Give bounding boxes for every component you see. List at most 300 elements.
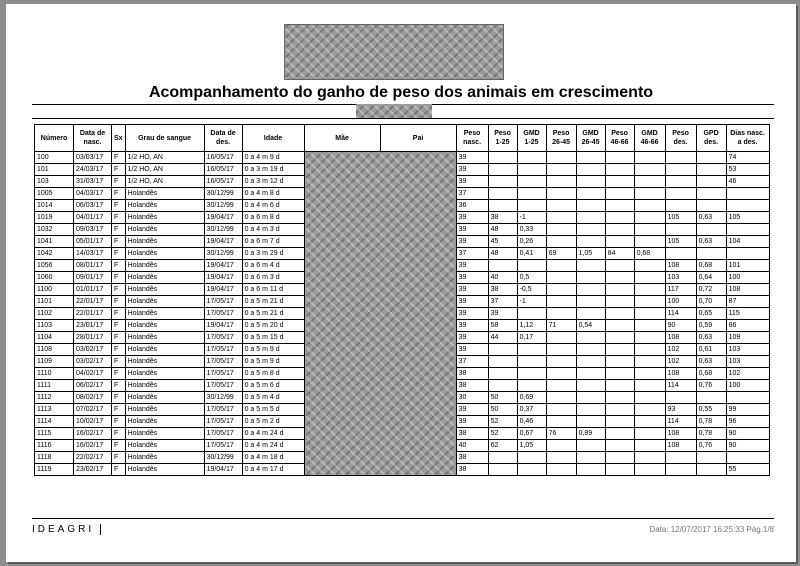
cell-numero: 1056 <box>35 260 74 272</box>
cell-grau: Holandês <box>125 356 204 368</box>
col-header-mae: Mãe <box>304 125 380 152</box>
cell-grau: Holandês <box>125 332 204 344</box>
cell-idade: 0 a 4 m 18 d <box>242 452 304 464</box>
cell-idade: 0 a 3 m 19 d <box>242 164 304 176</box>
cell-numero: 1110 <box>35 368 74 380</box>
cell-idade: 0 a 6 m 4 d <box>242 260 304 272</box>
cell-peso-26-45 <box>546 212 576 224</box>
cell-peso-nasc: 39 <box>456 308 488 320</box>
cell-data-nasc: 14/03/17 <box>74 248 112 260</box>
cell-gmd-1-25 <box>517 164 546 176</box>
cell-idade: 0 a 4 m 17 d <box>242 464 304 476</box>
cell-gmd-1-25: -0,5 <box>517 284 546 296</box>
cell-peso-26-45 <box>546 464 576 476</box>
cell-dias-nasc-des: 108 <box>726 284 769 296</box>
cell-numero: 1042 <box>35 248 74 260</box>
cell-data-des: 17/05/17 <box>204 416 242 428</box>
cell-sx: F <box>112 332 126 344</box>
cell-peso-1-25 <box>488 260 517 272</box>
cell-peso-46-66 <box>605 344 634 356</box>
cell-peso-des <box>665 392 696 404</box>
cell-data-nasc: 09/03/17 <box>74 224 112 236</box>
redacted-subtitle-block <box>356 104 432 118</box>
cell-gmd-46-66 <box>634 416 665 428</box>
cell-grau: Holandês <box>125 308 204 320</box>
cell-idade: 0 a 5 m 5 d <box>242 404 304 416</box>
cell-gmd-1-25 <box>517 344 546 356</box>
cell-peso-des: 108 <box>665 440 696 452</box>
cell-idade: 0 a 6 m 7 d <box>242 236 304 248</box>
cell-data-des: 19/04/17 <box>204 272 242 284</box>
cell-gmd-46-66 <box>634 308 665 320</box>
table-body <box>35 152 770 476</box>
cell-sx: F <box>112 176 126 188</box>
cell-gmd-26-45 <box>576 260 605 272</box>
cell-grau: Holandês <box>125 404 204 416</box>
cell-gmd-46-66 <box>634 272 665 284</box>
cell-gpd-des <box>696 248 726 260</box>
cell-dias-nasc-des: 90 <box>726 440 769 452</box>
cell-data-des: 19/04/17 <box>204 464 242 476</box>
cell-sx: F <box>112 368 126 380</box>
cell-peso-46-66 <box>605 392 634 404</box>
cell-sx: F <box>112 440 126 452</box>
cell-peso-des <box>665 176 696 188</box>
cell-peso-nasc: 38 <box>456 464 488 476</box>
cell-peso-46-66 <box>605 236 634 248</box>
cell-sx: F <box>112 236 126 248</box>
cell-data-nasc: 16/02/17 <box>74 428 112 440</box>
cell-numero: 1019 <box>35 212 74 224</box>
col-header-idade: Idade <box>242 125 304 152</box>
cell-peso-1-25 <box>488 176 517 188</box>
cell-idade: 0 a 4 m 8 d <box>242 188 304 200</box>
cell-peso-1-25: 50 <box>488 404 517 416</box>
cell-data-nasc: 28/01/17 <box>74 332 112 344</box>
cell-peso-nasc: 39 <box>456 284 488 296</box>
cell-dias-nasc-des: 99 <box>726 404 769 416</box>
footer-divider <box>32 518 774 519</box>
cell-dias-nasc-des: 55 <box>726 464 769 476</box>
cell-gmd-1-25: 0,33 <box>517 224 546 236</box>
cell-gmd-46-66 <box>634 164 665 176</box>
cell-dias-nasc-des <box>726 392 769 404</box>
cell-data-nasc: 01/01/17 <box>74 284 112 296</box>
cell-grau: Holandês <box>125 284 204 296</box>
cell-dias-nasc-des: 105 <box>726 212 769 224</box>
cell-gmd-46-66 <box>634 200 665 212</box>
cell-gmd-46-66 <box>634 368 665 380</box>
cell-grau: Holandês <box>125 416 204 428</box>
cell-dias-nasc-des: 109 <box>726 332 769 344</box>
cell-numero: 1060 <box>35 272 74 284</box>
cell-gmd-26-45 <box>576 392 605 404</box>
cell-peso-des <box>665 248 696 260</box>
cell-peso-nasc: 39 <box>456 260 488 272</box>
cell-gmd-46-66 <box>634 452 665 464</box>
cell-numero: 1109 <box>35 356 74 368</box>
cell-peso-26-45 <box>546 440 576 452</box>
cell-peso-1-25 <box>488 356 517 368</box>
cell-gmd-1-25: 0,37 <box>517 404 546 416</box>
cell-data-des: 19/04/17 <box>204 212 242 224</box>
cell-data-des: 30/12/99 <box>204 188 242 200</box>
cell-grau: Holandês <box>125 344 204 356</box>
cell-data-des: 30/12/99 <box>204 452 242 464</box>
cell-numero: 1111 <box>35 380 74 392</box>
cell-data-nasc: 22/02/17 <box>74 452 112 464</box>
cell-peso-46-66 <box>605 152 634 164</box>
cell-sx: F <box>112 404 126 416</box>
cell-peso-1-25: 40 <box>488 272 517 284</box>
cell-gmd-46-66 <box>634 296 665 308</box>
cell-dias-nasc-des: 87 <box>726 296 769 308</box>
cell-peso-1-25: 52 <box>488 416 517 428</box>
cell-gmd-1-25: 0,46 <box>517 416 546 428</box>
cell-grau: Holandês <box>125 380 204 392</box>
cell-peso-26-45 <box>546 200 576 212</box>
cell-data-nasc: 10/02/17 <box>74 416 112 428</box>
cell-sx: F <box>112 152 126 164</box>
cell-peso-26-45 <box>546 296 576 308</box>
cell-data-nasc: 04/02/17 <box>74 368 112 380</box>
cell-peso-46-66 <box>605 260 634 272</box>
cell-sx: F <box>112 260 126 272</box>
cell-sx: F <box>112 356 126 368</box>
cell-gmd-46-66 <box>634 236 665 248</box>
cell-sx: F <box>112 248 126 260</box>
cell-dias-nasc-des: 86 <box>726 320 769 332</box>
cell-peso-26-45 <box>546 284 576 296</box>
cell-data-nasc: 07/02/17 <box>74 404 112 416</box>
cell-sx: F <box>112 392 126 404</box>
cell-grau: Holandês <box>125 320 204 332</box>
cell-sx: F <box>112 416 126 428</box>
cell-gmd-1-25: -1 <box>517 296 546 308</box>
cell-data-nasc: 16/02/17 <box>74 440 112 452</box>
cell-data-des: 17/05/17 <box>204 428 242 440</box>
cell-gpd-des <box>696 200 726 212</box>
cell-sx: F <box>112 452 126 464</box>
cell-idade: 0 a 5 m 4 d <box>242 392 304 404</box>
cell-numero: 1100 <box>35 284 74 296</box>
cell-idade: 0 a 5 m 15 d <box>242 332 304 344</box>
cell-peso-des <box>665 224 696 236</box>
cell-data-nasc: 03/02/17 <box>74 344 112 356</box>
cell-sx: F <box>112 308 126 320</box>
cell-gmd-46-66 <box>634 188 665 200</box>
cell-peso-1-25: 58 <box>488 320 517 332</box>
cell-peso-1-25 <box>488 164 517 176</box>
cell-peso-nasc: 39 <box>456 152 488 164</box>
cell-gpd-des: 0,78 <box>696 428 726 440</box>
cell-peso-26-45 <box>546 152 576 164</box>
cell-peso-des <box>665 452 696 464</box>
cell-gpd-des: 0,63 <box>696 236 726 248</box>
cell-peso-nasc: 39 <box>456 212 488 224</box>
cell-peso-nasc: 30 <box>456 392 488 404</box>
cell-grau: Holandês <box>125 260 204 272</box>
cell-peso-des: 114 <box>665 308 696 320</box>
cell-peso-des: 108 <box>665 368 696 380</box>
cell-gmd-26-45 <box>576 176 605 188</box>
cell-grau: Holandês <box>125 440 204 452</box>
cell-gmd-26-45 <box>576 284 605 296</box>
cell-peso-26-45 <box>546 392 576 404</box>
cell-data-des: 17/05/17 <box>204 296 242 308</box>
cell-peso-46-66 <box>605 272 634 284</box>
cell-data-des: 17/05/17 <box>204 440 242 452</box>
cell-peso-26-45 <box>546 236 576 248</box>
cell-data-nasc: 03/03/17 <box>74 152 112 164</box>
cell-peso-1-25 <box>488 188 517 200</box>
cell-peso-46-66 <box>605 188 634 200</box>
cell-numero: 1118 <box>35 452 74 464</box>
cell-grau: 1/2 HO, AN <box>125 152 204 164</box>
cell-data-nasc: 24/03/17 <box>74 164 112 176</box>
cell-gmd-26-45 <box>576 332 605 344</box>
cell-gmd-46-66 <box>634 152 665 164</box>
cell-dias-nasc-des: 115 <box>726 308 769 320</box>
cell-gmd-46-66 <box>634 320 665 332</box>
col-header-sx: Sx <box>112 125 126 152</box>
cell-gmd-26-45 <box>576 344 605 356</box>
cell-gmd-26-45: 0,54 <box>576 320 605 332</box>
cell-peso-46-66 <box>605 464 634 476</box>
cell-peso-1-25: 39 <box>488 308 517 320</box>
cell-peso-46-66 <box>605 296 634 308</box>
cell-gmd-46-66 <box>634 260 665 272</box>
cell-peso-nasc: 39 <box>456 332 488 344</box>
cell-peso-46-66 <box>605 356 634 368</box>
cell-gpd-des: 0,72 <box>696 284 726 296</box>
cell-gmd-26-45 <box>576 356 605 368</box>
cell-grau: Holandês <box>125 368 204 380</box>
col-header-data-des: Data de des. <box>204 125 242 152</box>
cell-numero: 1114 <box>35 416 74 428</box>
cell-sx: F <box>112 200 126 212</box>
cell-peso-26-45 <box>546 176 576 188</box>
cell-data-nasc: 06/03/17 <box>74 200 112 212</box>
cell-grau: Holandês <box>125 224 204 236</box>
cell-peso-26-45 <box>546 164 576 176</box>
cell-peso-des <box>665 200 696 212</box>
title-divider-bottom <box>32 118 774 119</box>
cell-peso-1-25 <box>488 464 517 476</box>
col-header-peso-1-25: Peso 1-25 <box>488 125 517 152</box>
cell-gmd-46-66 <box>634 392 665 404</box>
col-header-gpd-des: GPD des. <box>696 125 726 152</box>
cell-peso-nasc: 39 <box>456 236 488 248</box>
cell-gmd-46-66 <box>634 284 665 296</box>
cell-idade: 0 a 6 m 8 d <box>242 212 304 224</box>
cell-numero: 1116 <box>35 440 74 452</box>
cell-gmd-26-45 <box>576 272 605 284</box>
cell-peso-1-25: 38 <box>488 212 517 224</box>
col-header-data-nasc: Data de nasc. <box>74 125 112 152</box>
cell-dias-nasc-des: 74 <box>726 152 769 164</box>
cell-peso-26-45 <box>546 416 576 428</box>
cell-idade: 0 a 3 m 29 d <box>242 248 304 260</box>
cell-dias-nasc-des: 96 <box>726 416 769 428</box>
cell-data-des: 30/12/99 <box>204 200 242 212</box>
cell-gmd-46-66 <box>634 344 665 356</box>
cell-gmd-1-25: 1,05 <box>517 440 546 452</box>
cell-peso-46-66 <box>605 224 634 236</box>
cell-peso-nasc: 39 <box>456 416 488 428</box>
cell-gmd-46-66 <box>634 464 665 476</box>
cell-gpd-des: 0,63 <box>696 332 726 344</box>
cell-gmd-46-66 <box>634 440 665 452</box>
cell-dias-nasc-des: 53 <box>726 164 769 176</box>
cell-dias-nasc-des: 90 <box>726 428 769 440</box>
cell-peso-26-45: 71 <box>546 320 576 332</box>
cell-gmd-1-25 <box>517 176 546 188</box>
cell-peso-26-45 <box>546 260 576 272</box>
cell-peso-nasc: 38 <box>456 428 488 440</box>
cell-peso-26-45: 69 <box>546 248 576 260</box>
cell-peso-1-25: 44 <box>488 332 517 344</box>
cell-data-nasc: 04/03/17 <box>74 188 112 200</box>
cell-gpd-des: 0,63 <box>696 212 726 224</box>
cell-dias-nasc-des <box>726 248 769 260</box>
cell-data-des: 17/05/17 <box>204 332 242 344</box>
redacted-parents-block <box>304 152 456 476</box>
cell-gmd-46-66 <box>634 380 665 392</box>
cell-peso-46-66 <box>605 380 634 392</box>
report-timestamp: Data: 12/07/2017 16:25:33 Pág.1/8 <box>649 525 774 534</box>
cell-idade: 0 a 4 m 3 d <box>242 224 304 236</box>
cell-gmd-1-25 <box>517 200 546 212</box>
cell-peso-26-45 <box>546 380 576 392</box>
cell-data-des: 16/05/17 <box>204 152 242 164</box>
cell-peso-des <box>665 464 696 476</box>
cell-sx: F <box>112 320 126 332</box>
cell-gmd-46-66: 0,68 <box>634 248 665 260</box>
cell-peso-des: 102 <box>665 344 696 356</box>
col-header-numero: Número <box>35 125 74 152</box>
cell-peso-nasc: 39 <box>456 344 488 356</box>
cell-peso-46-66 <box>605 212 634 224</box>
cell-peso-26-45 <box>546 404 576 416</box>
cell-numero: 1104 <box>35 332 74 344</box>
cell-gpd-des <box>696 164 726 176</box>
cell-peso-nasc: 39 <box>456 320 488 332</box>
col-header-peso-26-45: Peso 26-45 <box>546 125 576 152</box>
cell-peso-des <box>665 152 696 164</box>
cell-gmd-46-66 <box>634 224 665 236</box>
col-header-gmd-1-25: GMD 1-25 <box>517 125 546 152</box>
cell-numero: 1112 <box>35 392 74 404</box>
cell-peso-des: 105 <box>665 236 696 248</box>
cell-peso-26-45 <box>546 272 576 284</box>
cell-gpd-des: 0,68 <box>696 368 726 380</box>
cell-gmd-1-25: 0,67 <box>517 428 546 440</box>
cell-sx: F <box>112 428 126 440</box>
cell-data-des: 30/12/99 <box>204 248 242 260</box>
cell-sx: F <box>112 272 126 284</box>
cell-gmd-1-25 <box>517 368 546 380</box>
cell-idade: 0 a 5 m 20 d <box>242 320 304 332</box>
cell-gpd-des: 0,64 <box>696 272 726 284</box>
cell-data-nasc: 22/01/17 <box>74 296 112 308</box>
cell-gpd-des: 0,78 <box>696 416 726 428</box>
cell-gmd-26-45 <box>576 224 605 236</box>
cell-peso-nasc: 39 <box>456 164 488 176</box>
cell-gpd-des: 0,65 <box>696 308 726 320</box>
cell-gpd-des <box>696 392 726 404</box>
cell-dias-nasc-des <box>726 224 769 236</box>
cell-data-des: 17/05/17 <box>204 368 242 380</box>
cell-peso-1-25: 38 <box>488 284 517 296</box>
cell-gmd-26-45 <box>576 452 605 464</box>
col-header-dias-nasc-des: Dias nasc. a des. <box>726 125 769 152</box>
cell-gpd-des: 0,68 <box>696 260 726 272</box>
cell-data-des: 30/12/99 <box>204 392 242 404</box>
cell-sx: F <box>112 296 126 308</box>
cell-gpd-des <box>696 176 726 188</box>
col-header-pai: Pai <box>380 125 456 152</box>
cell-gmd-26-45 <box>576 200 605 212</box>
cell-data-des: 30/12/99 <box>204 224 242 236</box>
col-header-peso-des: Peso des. <box>665 125 696 152</box>
report-logo-image <box>284 24 504 80</box>
cell-gmd-1-25 <box>517 152 546 164</box>
cell-peso-26-45 <box>546 308 576 320</box>
cell-gmd-46-66 <box>634 356 665 368</box>
cell-peso-nasc: 39 <box>456 272 488 284</box>
cell-gmd-26-45 <box>576 380 605 392</box>
report-title: Acompanhamento do ganho de peso dos animais em crescimento <box>148 84 654 101</box>
cell-peso-des: 102 <box>665 356 696 368</box>
cell-sx: F <box>112 344 126 356</box>
cell-peso-1-25: 48 <box>488 224 517 236</box>
cell-gpd-des <box>696 464 726 476</box>
cell-sx: F <box>112 212 126 224</box>
cell-data-des: 17/05/17 <box>204 356 242 368</box>
cell-idade: 0 a 5 m 8 d <box>242 368 304 380</box>
cell-peso-46-66: 84 <box>605 248 634 260</box>
cell-peso-26-45 <box>546 332 576 344</box>
col-header-grau: Grau de sangue <box>125 125 204 152</box>
cell-gpd-des: 0,76 <box>696 380 726 392</box>
cell-grau: Holandês <box>125 392 204 404</box>
cell-grau: Holandês <box>125 200 204 212</box>
cell-peso-nasc: 37 <box>456 188 488 200</box>
cell-data-nasc: 31/03/17 <box>74 176 112 188</box>
cell-gmd-26-45 <box>576 188 605 200</box>
cell-gpd-des: 0,61 <box>696 344 726 356</box>
cell-numero: 1103 <box>35 320 74 332</box>
cell-peso-nasc: 38 <box>456 452 488 464</box>
cell-peso-46-66 <box>605 440 634 452</box>
cell-dias-nasc-des: 103 <box>726 344 769 356</box>
cell-gmd-46-66 <box>634 176 665 188</box>
cell-peso-des: 117 <box>665 284 696 296</box>
cell-data-des: 19/04/17 <box>204 284 242 296</box>
cell-gmd-26-45 <box>576 296 605 308</box>
cell-peso-1-25: 52 <box>488 428 517 440</box>
cell-sx: F <box>112 188 126 200</box>
cell-peso-nasc: 39 <box>456 404 488 416</box>
cell-gmd-1-25: 0,5 <box>517 272 546 284</box>
cell-peso-1-25 <box>488 344 517 356</box>
cell-grau: Holandês <box>125 248 204 260</box>
cell-gpd-des: 0,76 <box>696 440 726 452</box>
cell-sx: F <box>112 380 126 392</box>
cell-peso-46-66 <box>605 308 634 320</box>
cell-dias-nasc-des: 104 <box>726 236 769 248</box>
